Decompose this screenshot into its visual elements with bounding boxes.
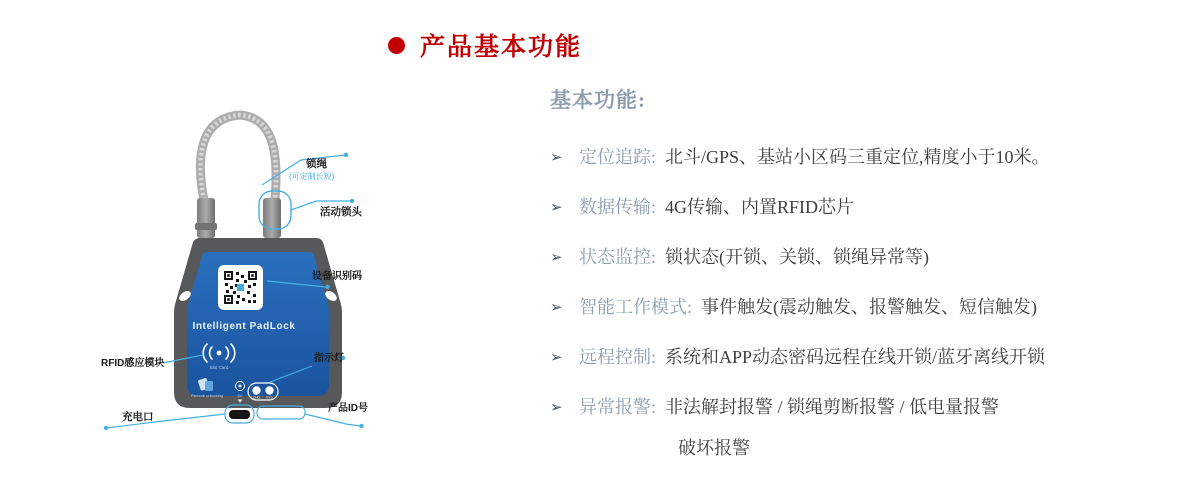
rfid-caption: Slot Card — [209, 365, 229, 370]
page-title — [388, 27, 582, 63]
label-rope: 锁绳 — [306, 158, 327, 170]
feature-label: 远程控制: — [579, 347, 657, 367]
label-charge-port: 充电口 — [122, 411, 154, 423]
feature-item-alarm — [550, 394, 1200, 462]
port-caption: 5V — [237, 393, 243, 398]
arrow-bullet-icon: ➢ — [550, 198, 563, 216]
label-rfid-module: RFID感应模块 — [101, 358, 165, 369]
feature-content: 4G传输、内置RFID芯片 — [665, 197, 855, 217]
feature-label: 状态监控: — [579, 247, 657, 267]
feature-item-smart-mode — [550, 294, 1200, 321]
padlock-illustration — [100, 105, 390, 460]
arrow-bullet-icon: ➢ — [550, 348, 563, 366]
bullet-icon — [388, 37, 405, 54]
feature-content: 事件触发(震动触发、报警触发、短信触发) — [701, 297, 1038, 317]
feature-item-status-monitor — [550, 244, 1200, 271]
feature-label: 异常报警: — [579, 397, 657, 417]
label-lock-head: 活动锁头 — [320, 206, 362, 218]
brand-text: Intelligent PadLock — [192, 321, 296, 332]
label-rope-sub: (可定制长短) — [289, 172, 335, 181]
page-title-text: 产品基本功能 — [420, 33, 583, 61]
feature-label: 定位追踪: — [579, 147, 657, 167]
feature-item-data-transfer — [550, 194, 1200, 221]
label-device-id: 设备识别码 — [312, 271, 362, 282]
wire-rope-graphic — [200, 115, 276, 210]
feature-content: 系统和APP动态密码远程在线开锁/蓝牙离线开锁 — [665, 347, 1046, 367]
panel-heading: 基本功能: — [550, 88, 646, 112]
features-panel — [550, 86, 1200, 485]
qr-code — [218, 265, 263, 310]
label-product-id: 产品ID号 — [328, 403, 368, 414]
remote-caption: Remote unlocking — [190, 393, 224, 398]
padlock-svg — [100, 105, 390, 460]
arrow-bullet-icon: ➢ — [550, 248, 563, 266]
feature-label: 数据传输: — [579, 197, 657, 217]
arrow-bullet-icon: ➢ — [550, 398, 563, 416]
feature-content: 北斗/GPS、基站小区码三重定位,精度小于10米。 — [665, 147, 1050, 167]
feature-content: 锁状态(开锁、关锁、锁绳异常等) — [665, 247, 930, 267]
feature-label: 智能工作模式: — [579, 297, 693, 317]
feature-content: 非法解封报警 / 锁绳剪断报警 / 低电量报警 — [665, 397, 1000, 417]
led1-label: CHG — [252, 395, 261, 400]
charge-port — [229, 410, 250, 419]
arrow-bullet-icon: ➢ — [550, 298, 563, 316]
feature-content-line2: 破坏报警 — [678, 438, 750, 458]
feature-item-remote-control — [550, 344, 1200, 371]
feature-item-positioning — [550, 144, 1200, 171]
label-indicator-light: 指示灯 — [314, 353, 344, 364]
arrow-bullet-icon: ➢ — [550, 148, 563, 166]
lock-posts-graphic — [195, 198, 281, 238]
led2-label: SYS — [266, 395, 273, 400]
